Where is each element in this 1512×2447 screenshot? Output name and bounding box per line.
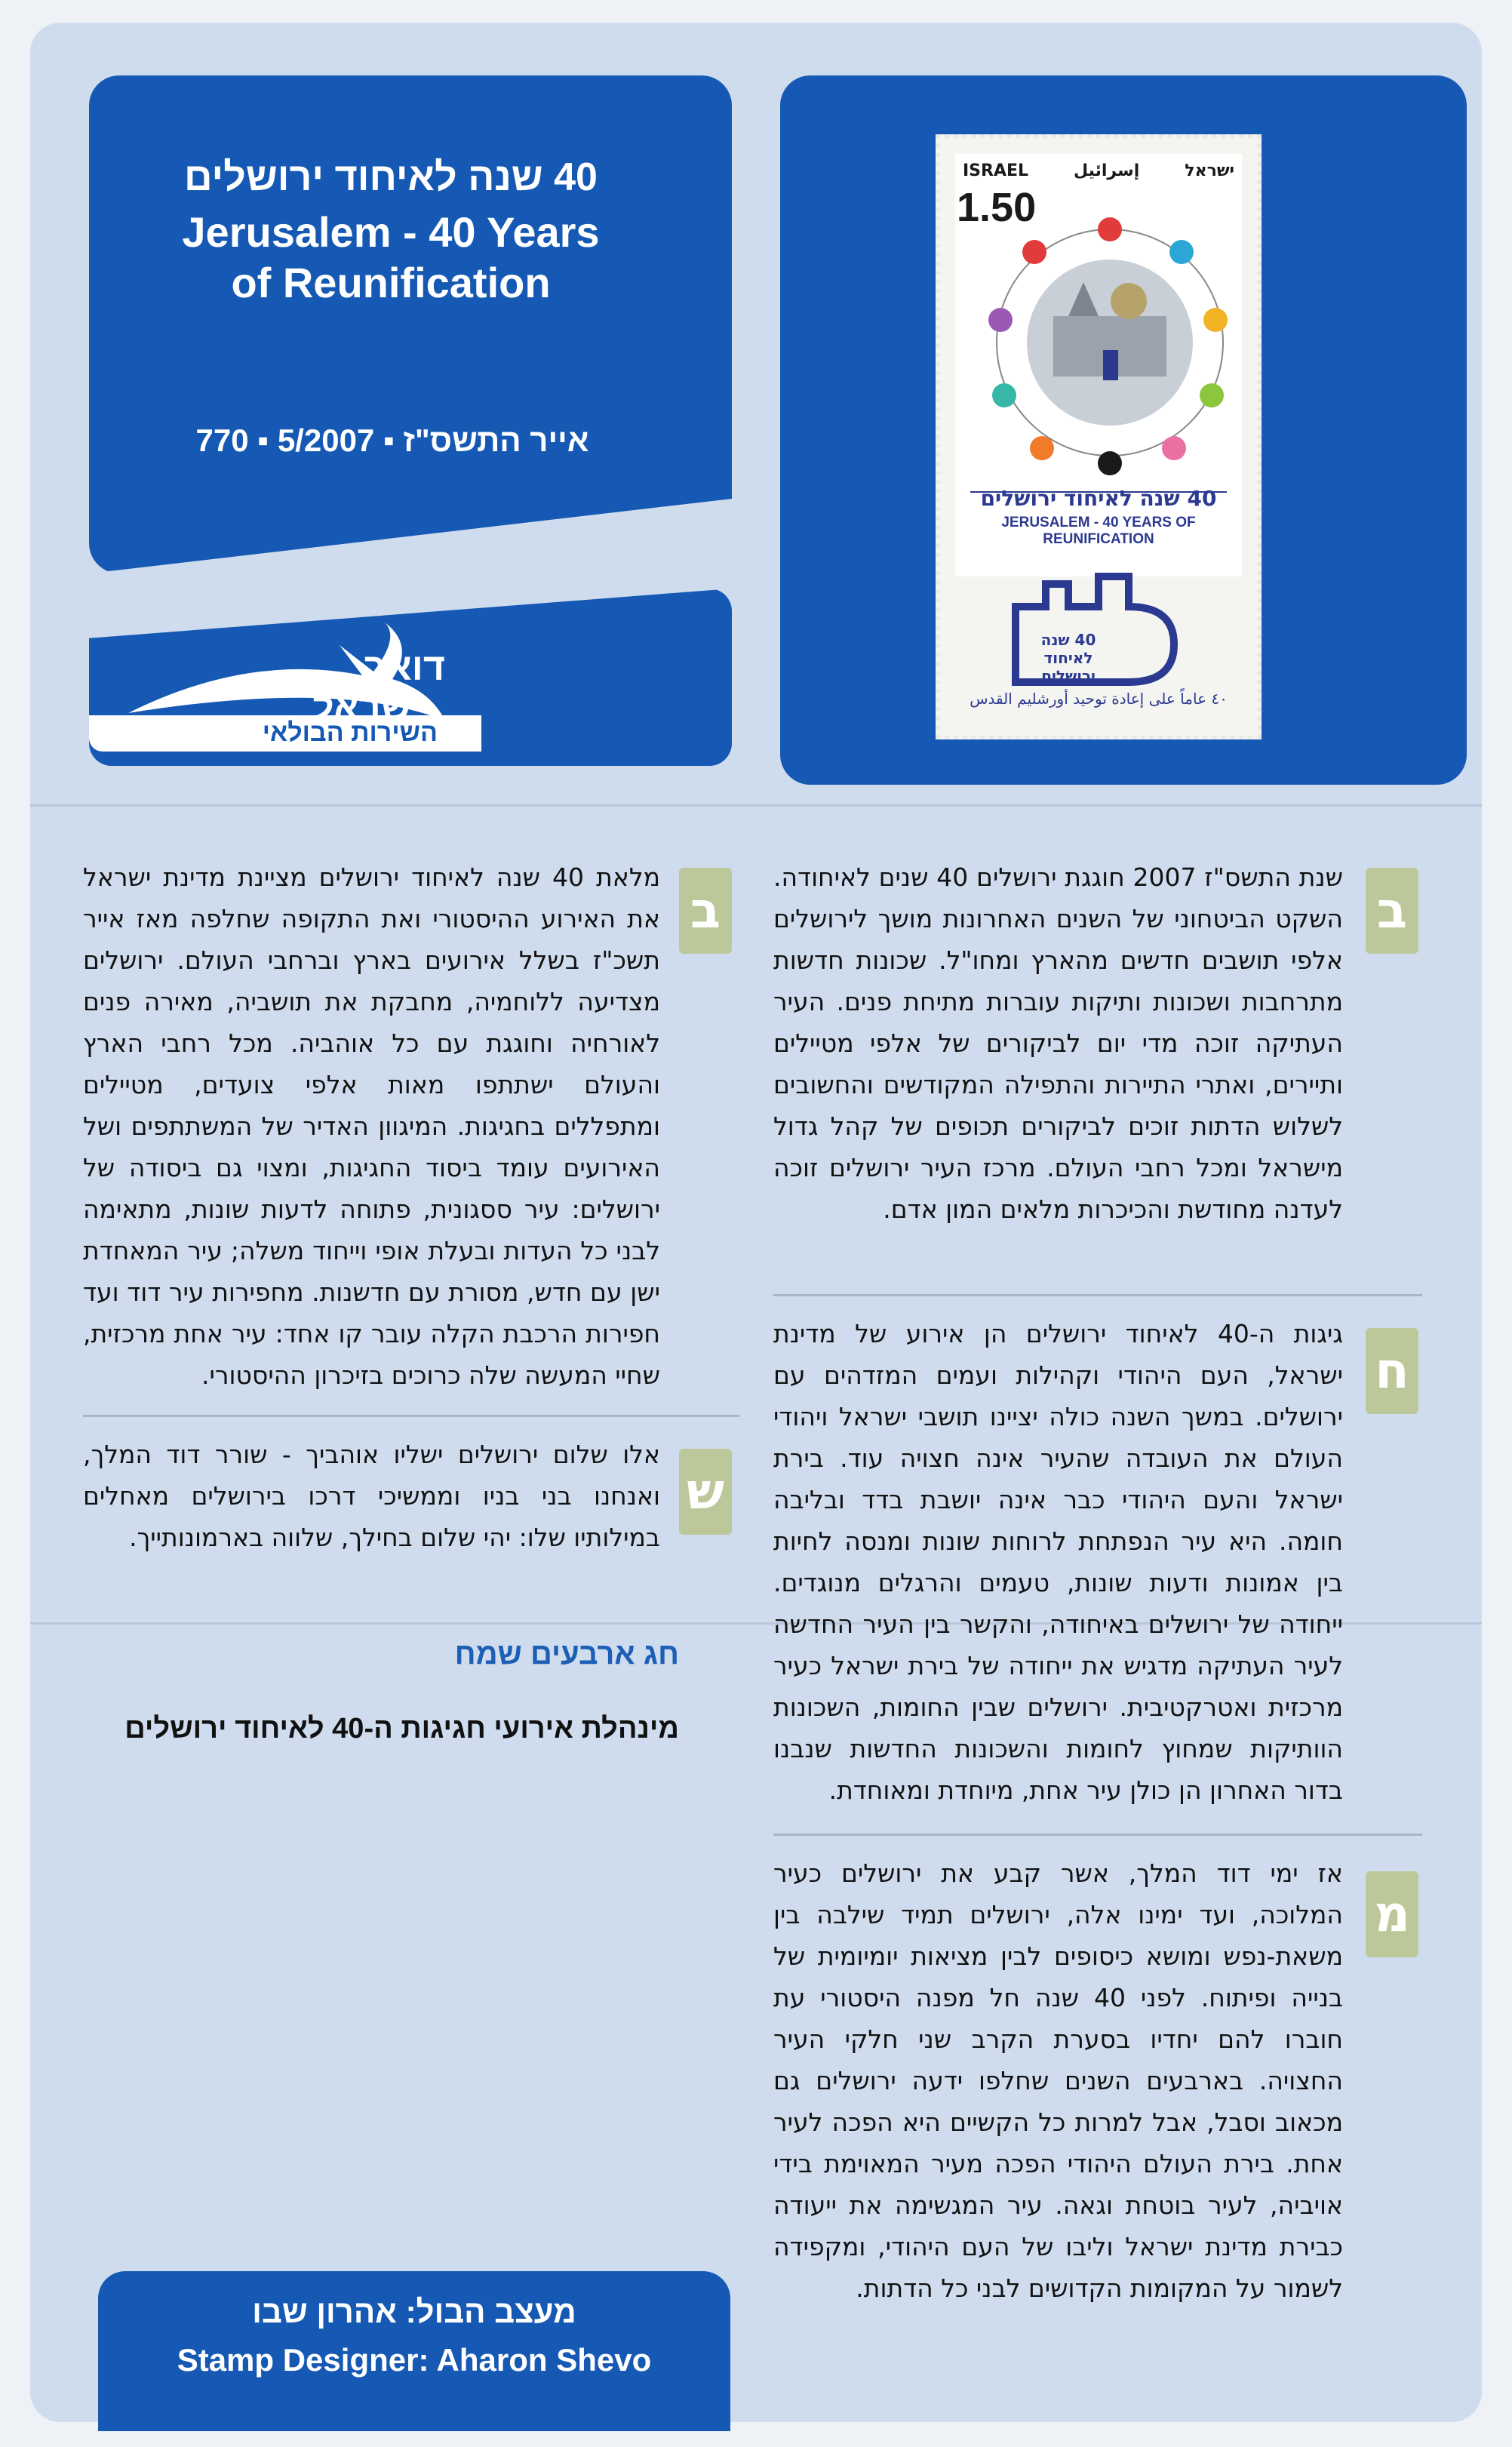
tab-logo-text: 40 שנה לאיחוד ירושלים [1040, 631, 1096, 685]
title-english-line1: Jerusalem - 40 Years [182, 208, 600, 256]
section-letter-badge: ש [679, 1449, 732, 1535]
stamp-caption-en: JERUSALEM - 40 YEARS OF REUNIFICATION [1001, 515, 1196, 547]
issue-date-line: אייר התשס"ז ▪ 5/2007 ▪ 770 [195, 423, 589, 458]
designer-credit-en: Stamp Designer: Aharon Shevo [177, 2342, 652, 2378]
section-letter-badge: ב [1366, 868, 1418, 954]
logo-text-line2: ישראל [312, 686, 423, 728]
organizer-line: מינהלת אירועי חגיגות ה-40 לאיחוד ירושלים [124, 1713, 679, 1745]
stamp-country-en: ISRAEL [963, 161, 1029, 180]
title-panel [89, 75, 732, 573]
logo-text-line1: דואר [364, 646, 445, 688]
stamp-value: 1.50 [957, 185, 1037, 230]
slogan: חג ארבעים שמח [454, 1637, 679, 1671]
section-text: מלאת 40 שנה לאיחוד ירושלים מציינת מדינת ישראל את האירוע ההיסטורי ואת התקופה שחלפה מאז אייר תשכ"ז בשלל אירועים בארץ וברחבי העולם. ירושלים מצדיעה ללוחמיה, מחבקת את תושביה, מאירה פנים לאורחיה וחוגגת עם כל אוהביה. מכל רחבי הארץ והעולם ישתתפו מאות אלפי צועדים, מטיילים ומתפללים בחגיגות. המיגוון האדיר של המשתתפים ושל האירועים עומד ביסוד החגיגות, ומצוי גם ביסודה של ירושלים: עיר ססגונית, פתוחה לדעות שונות, מתאימה לבני כל העדות ובעלת אופי וייחוד משלה; עיר המאחדת ישן עם חדש, מסורת עם חדשנות. מחפירות עיר דוד ועד חפירות הרכבת הקלה עובר קו אחד: עיר אחת מרכזית, שחיי המעשה שלה כרוכים בזיכרון ההיסטורי. [83, 862, 660, 1390]
section-divider [773, 1294, 1422, 1299]
section-text: אז ימי דוד המלך, אשר קבע את ירושלים כעיר המלוכה, ועד ימינו אלה, ירושלים תמיד שילבה בין משאת-נפש ומושא כיסופים לבין מציאות יומיומית של בנייה ופיתוח. לפני 40 שנה חל מפנה היסטורי עת חוברו להם יחדיו בסערת הקרב שני חלקי העיר החצויה. בארבעים השנים שחלפו ידעה ירושלים גם מכאוב וסבל, אבל למרות כל הקשיים היא הפכה לעיר אחת. בירת העולם היהודי הפכה מעיר המאוימת בידי אויביה, לעיר בוטחת וגאה. עיר המגשימה את ייעודה כבירת מדינת ישראל וליבו של העם היהודי, ומקפידה לשמור על המקומות הקדושים לבני כל הדתות. [773, 1858, 1344, 2303]
stamp-country-names [963, 161, 1234, 180]
section-letter-badge: מ [1366, 1871, 1418, 1957]
title-english-line2: of Reunification [231, 259, 551, 306]
section-letter-badge: ח [1366, 1328, 1418, 1414]
stamp-country-he: ישראל [1185, 161, 1234, 180]
section-divider [83, 1415, 739, 1419]
section-letter-badge: ב [679, 868, 732, 954]
section-text: שנת התשס"ז 2007 חוגגת ירושלים 40 שנים לאיחודה. השקט הביטחוני של השנים האחרונות מושך לירושלים אלפי תושבים חדשים מהארץ ומחו"ל. שכונות חדשות מתרחבות ושכונות ותיקות עוברות מתיחת פנים. העיר העתיקה זוכה מדי יום לביקורים של אלפי מטיילים ותיירים, ואתרי התיירות והתפילה המקודשים והחשובים לשלוש הדתות זוכים לביקורים תכופים של קהל גדול מישראל ומכל רחבי העולם. מרכז העיר ירושלים זוכה לעדנה מחודשת והכיכרות מלאים המון אדם. [773, 862, 1343, 1224]
section-text: אלו שלום ירושלים ישליו אוהביך - שורר דוד המלך, ואנחנו בני בניו וממשיכי דרכו בירושלים מאחלים במילותיו שלו: יהי שלום בחילך, שלווה בארמונותייך. [83, 1440, 660, 1552]
logo-text-line3: השירות הבולאי [262, 718, 438, 747]
tab-arabic-text: ٤٠ عاماً على إعادة توحيد أورشليم القدس [970, 690, 1228, 708]
stamp-country-ar: إسرائيل [1074, 161, 1140, 180]
stamp [936, 134, 1262, 739]
title-hebrew: 40 שנה לאיחוד ירושלים [184, 155, 598, 199]
section-text: גיגות ה-40 לאיחוד ירושלים הן אירוע של מדינת ישראל, העם היהודי וקהילות ועמים המזדהים עם ירושלים. במשך השנה כולה יציינו תושבי ישראל ויהודי העולם את העובדה שהעיר אינה חצויה עוד. בירת ישראל והעם היהודי כבר אינה יושבת בדד ובליבה חומה. היא עיר הנפתחת לרוחות שונות ומנסה לחיות בין אמונות ודעות שונות, טעמים והרגלים מנוגדים. ייחודה של ירושלים באיחודה, והקשר בין העיר החדשה לעיר העתיקה מדגיש את ייחודה של בירת ישראל כעיר מרכזית ואטרקטיבית. ירושלים שבין החומות, השכונות הוותיקות שמחוץ לחומות והשכונות החדשות שנבנו בדור האחרון הן כולן עיר אחת, מיוחדת ומאוחדת. [773, 1319, 1343, 1805]
fold-line [30, 804, 1482, 807]
stamp-caption-he: 40 שנה לאיחוד ירושלים [980, 486, 1217, 511]
section-divider [773, 1834, 1422, 1838]
designer-credit-he: מעצב הבול: אהרון שבו [252, 2294, 576, 2329]
